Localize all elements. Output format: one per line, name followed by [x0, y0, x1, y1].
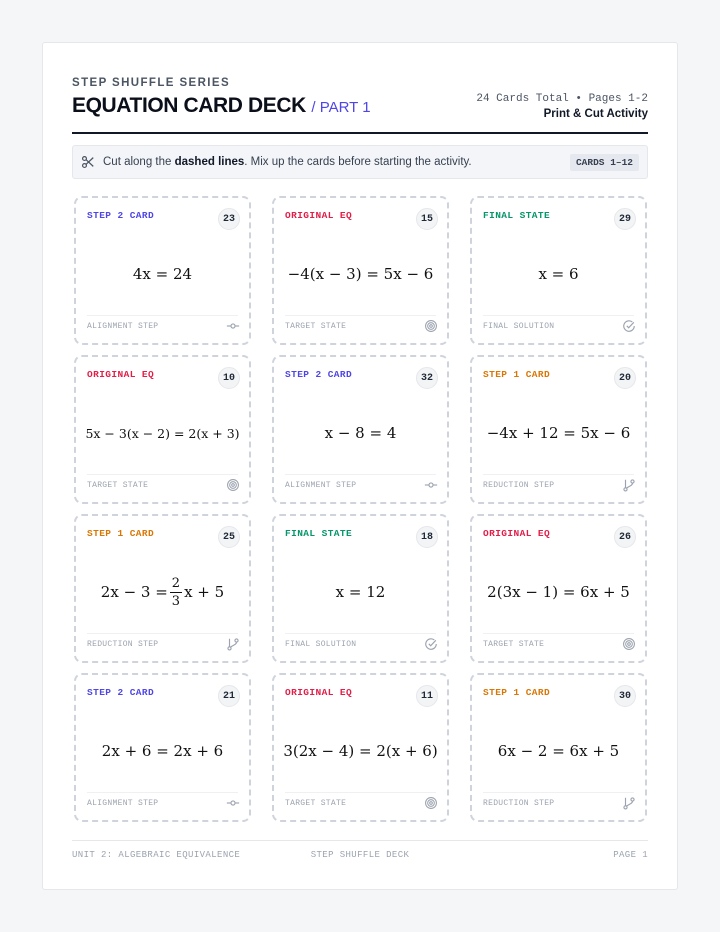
fraction-numerator: 2	[171, 575, 181, 591]
card-divider	[285, 633, 436, 634]
commit-icon	[424, 478, 438, 492]
card-divider	[285, 792, 436, 793]
footer-unit: UNIT 2: ALGEBRAIC EQUIVALENCE	[72, 850, 241, 860]
equation-card	[74, 514, 251, 663]
card-number-badge: 10	[218, 367, 240, 389]
card-equation	[76, 397, 249, 469]
header-divider	[72, 132, 648, 134]
equation-text: −4(x − 3) = 5x − 6	[287, 265, 434, 283]
branch-icon	[622, 478, 636, 492]
equation-text: 5x − 3(x − 2) = 2(x + 3)	[85, 425, 240, 441]
card-type-label: ORIGINAL EQ	[483, 528, 551, 539]
check-circle-icon	[622, 319, 636, 333]
card-divider	[87, 633, 238, 634]
target-icon	[424, 796, 438, 810]
card-number-badge: 32	[416, 367, 438, 389]
card-footer-label: ALIGNMENT STEP	[87, 322, 159, 331]
equation-card	[74, 355, 251, 504]
equation-card	[470, 673, 647, 822]
footer-page: PAGE 1	[613, 850, 648, 860]
card-equation	[274, 238, 447, 310]
card-type-label: FINAL STATE	[483, 210, 551, 221]
header-meta	[476, 93, 648, 120]
card-equation	[76, 556, 249, 628]
card-type-label: STEP 2 CARD	[87, 687, 155, 698]
card-divider	[285, 474, 436, 475]
equation-card	[74, 196, 251, 345]
card-number-badge: 29	[614, 208, 636, 230]
card-equation	[274, 715, 447, 787]
worksheet-page	[42, 42, 678, 890]
card-footer-label: TARGET STATE	[483, 640, 545, 649]
card-type-label: FINAL STATE	[285, 528, 353, 539]
card-divider	[483, 633, 634, 634]
instructions-bold: dashed lines	[174, 156, 245, 168]
card-divider	[483, 315, 634, 316]
card-type-label: ORIGINAL EQ	[87, 369, 155, 380]
instructions-pre: Cut along the	[103, 156, 175, 168]
card-equation	[472, 715, 645, 787]
card-equation	[76, 238, 249, 310]
card-divider	[285, 315, 436, 316]
card-equation	[472, 556, 645, 628]
card-type-label: STEP 1 CARD	[483, 687, 551, 698]
card-footer-label: REDUCTION STEP	[483, 481, 555, 490]
target-icon	[226, 478, 240, 492]
equation-text: 6x − 2 = 6x + 5	[497, 742, 620, 760]
equation-part: x + 5	[184, 583, 225, 601]
card-divider	[87, 474, 238, 475]
card-number-badge: 15	[416, 208, 438, 230]
print-label: Print & Cut Activity	[543, 108, 648, 120]
card-footer-label: TARGET STATE	[87, 481, 149, 490]
card-type-label: STEP 2 CARD	[87, 210, 155, 221]
card-number-badge: 20	[614, 367, 636, 389]
card-footer-label: TARGET STATE	[285, 322, 347, 331]
cards-range-badge: CARDS 1–12	[570, 154, 639, 171]
equation-card	[272, 196, 449, 345]
instructions-text	[103, 156, 472, 168]
card-footer-label: ALIGNMENT STEP	[87, 799, 159, 808]
equation-text: x − 8 = 4	[324, 424, 397, 442]
card-number-badge: 21	[218, 685, 240, 707]
fraction-denominator: 3	[171, 593, 181, 609]
card-divider	[483, 474, 634, 475]
card-grid	[74, 196, 647, 823]
branch-icon	[622, 796, 636, 810]
equation-card	[272, 514, 449, 663]
card-divider	[483, 792, 634, 793]
card-number-badge: 25	[218, 526, 240, 548]
card-number-badge: 18	[416, 526, 438, 548]
title-part: / PART 1	[311, 99, 371, 116]
card-divider	[87, 315, 238, 316]
card-footer-label: FINAL SOLUTION	[285, 640, 357, 649]
card-equation	[472, 238, 645, 310]
card-type-label: STEP 1 CARD	[87, 528, 155, 539]
card-equation	[472, 397, 645, 469]
equation-text: −4x + 12 = 5x − 6	[486, 424, 631, 442]
equation-text: 2(3x − 1) = 6x + 5	[487, 583, 630, 601]
equation-text: 3(2x − 4) = 2(x + 6)	[283, 742, 438, 760]
card-equation	[76, 715, 249, 787]
card-footer-label: ALIGNMENT STEP	[285, 481, 357, 490]
card-number-badge: 11	[416, 685, 438, 707]
equation-part: 2x − 3 =	[100, 583, 168, 601]
card-footer-label: FINAL SOLUTION	[483, 322, 555, 331]
card-footer-label: REDUCTION STEP	[87, 640, 159, 649]
equation-card	[74, 673, 251, 822]
card-count: 24 Cards Total • Pages 1-2	[476, 93, 648, 105]
target-icon	[622, 637, 636, 651]
check-circle-icon	[424, 637, 438, 651]
commit-icon	[226, 796, 240, 810]
series-label: STEP SHUFFLE SERIES	[72, 77, 231, 89]
instructions-post: . Mix up the cards before starting the activity.	[244, 156, 472, 168]
title-main: EQUATION CARD DECK	[72, 94, 306, 117]
card-type-label: STEP 2 CARD	[285, 369, 353, 380]
fraction	[170, 577, 182, 608]
commit-icon	[226, 319, 240, 333]
target-icon	[424, 319, 438, 333]
instructions-banner	[72, 145, 648, 179]
equation-text: 4x = 24	[132, 265, 193, 283]
card-equation	[274, 556, 447, 628]
card-type-label: STEP 1 CARD	[483, 369, 551, 380]
equation-card	[272, 355, 449, 504]
card-footer-label: TARGET STATE	[285, 799, 347, 808]
equation-text: x = 12	[335, 583, 386, 601]
card-divider	[87, 792, 238, 793]
footer-deck: STEP SHUFFLE DECK	[310, 850, 410, 860]
card-number-badge: 30	[614, 685, 636, 707]
equation-card	[470, 514, 647, 663]
card-type-label: ORIGINAL EQ	[285, 687, 353, 698]
equation-text: 2x + 6 = 2x + 6	[101, 742, 224, 760]
equation-card	[272, 673, 449, 822]
card-number-badge: 23	[218, 208, 240, 230]
scissors-icon	[81, 155, 95, 169]
equation-card	[470, 196, 647, 345]
equation-text: x = 6	[538, 265, 579, 283]
footer-divider	[72, 840, 648, 841]
equation-card	[470, 355, 647, 504]
card-equation	[274, 397, 447, 469]
branch-icon	[226, 637, 240, 651]
card-footer-label: REDUCTION STEP	[483, 799, 555, 808]
card-type-label: ORIGINAL EQ	[285, 210, 353, 221]
card-number-badge: 26	[614, 526, 636, 548]
page-title	[72, 94, 371, 118]
